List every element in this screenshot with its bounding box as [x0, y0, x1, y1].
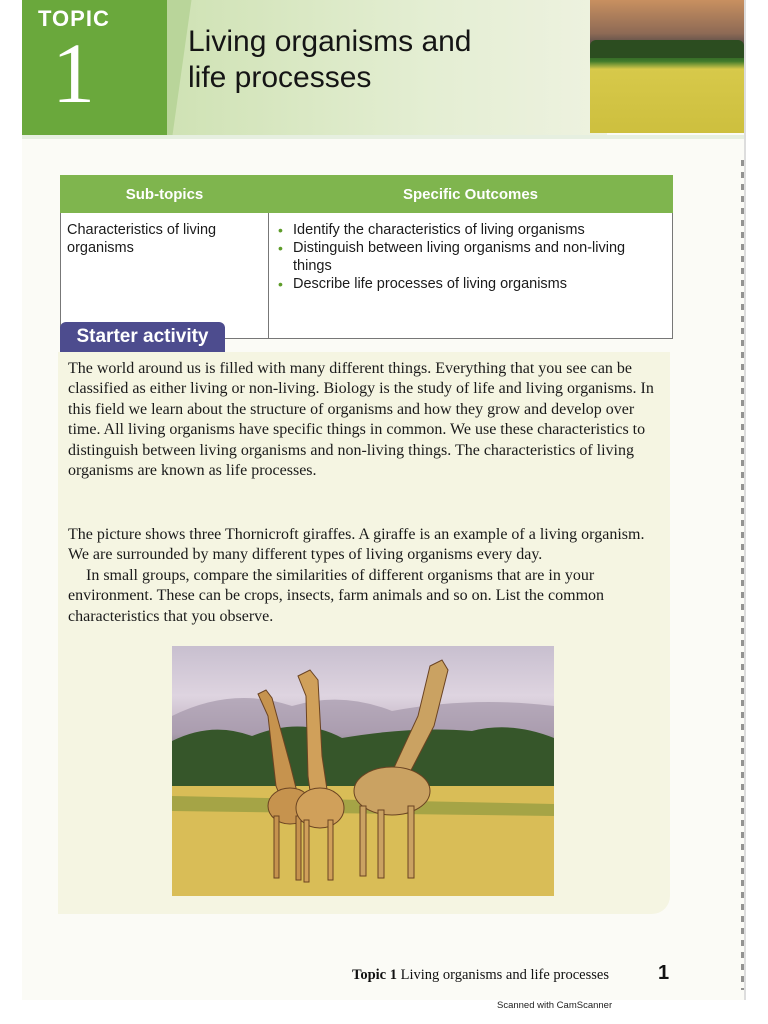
footer-topic-ref: Topic 1: [352, 967, 397, 983]
table-row: [61, 213, 673, 339]
title-line-2: life processes: [188, 61, 372, 94]
starter-paragraph-3: In small groups, compare the similarities of different organisms that are in your environment. These can be crops, insects, farm animals and so on. List the common characteristics that you observe.: [68, 567, 605, 625]
topic-label: TOPIC: [38, 6, 110, 31]
footer-running-title: [352, 967, 609, 984]
page-edge: [741, 160, 744, 990]
starter-paragraph-1: The world around us is filled with many different things. Everything that you see can be classified as either living or non-living. Biology is the study of life and living organisms. In this field we learn about the structure of organisms and how they grow and develop over time. All living organisms have specific things in common. We use these characteristics to distinguish between living organisms and non-living things. The characteristics of living organisms are known as life processes.: [68, 360, 654, 480]
scanner-watermark: Scanned with CamScanner: [497, 1000, 613, 1011]
title-line-1: Living organisms and: [188, 25, 472, 58]
giraffes-photo: [172, 646, 554, 896]
column-header-subtopics: Sub-topics: [61, 176, 269, 213]
subtopic-cell: Characteristics of living organisms: [61, 213, 269, 339]
outcome-item: • Describe life processes of living organisms: [293, 275, 666, 293]
tree-line: [590, 40, 744, 58]
page-number: 1: [658, 962, 670, 984]
outcomes-cell: [269, 213, 673, 339]
column-header-outcomes: Specific Outcomes: [269, 176, 673, 213]
topic-badge: [22, 0, 167, 135]
page-title: [188, 24, 472, 96]
topic-number: 1: [52, 25, 95, 121]
outcomes-list: [275, 221, 666, 293]
footer-topic-title: Living organisms and life processes: [400, 967, 609, 983]
outcome-item: • Identify the characteristics of living organisms: [293, 221, 666, 239]
giraffes-illustration: [172, 646, 554, 896]
header-rule: [22, 135, 744, 139]
outcome-item: • Distinguish between living organisms and non-living things: [293, 239, 666, 275]
starter-paragraph-2: The picture shows three Thornicroft giraffes. A giraffe is an example of a living organism. We are surrounded by many different types of living organisms every day.: [68, 526, 645, 564]
outcomes-table: [60, 175, 673, 339]
table-header-row: [61, 176, 673, 213]
header-field-photo: [590, 0, 744, 133]
starter-activity-label: Starter activity: [60, 322, 225, 352]
